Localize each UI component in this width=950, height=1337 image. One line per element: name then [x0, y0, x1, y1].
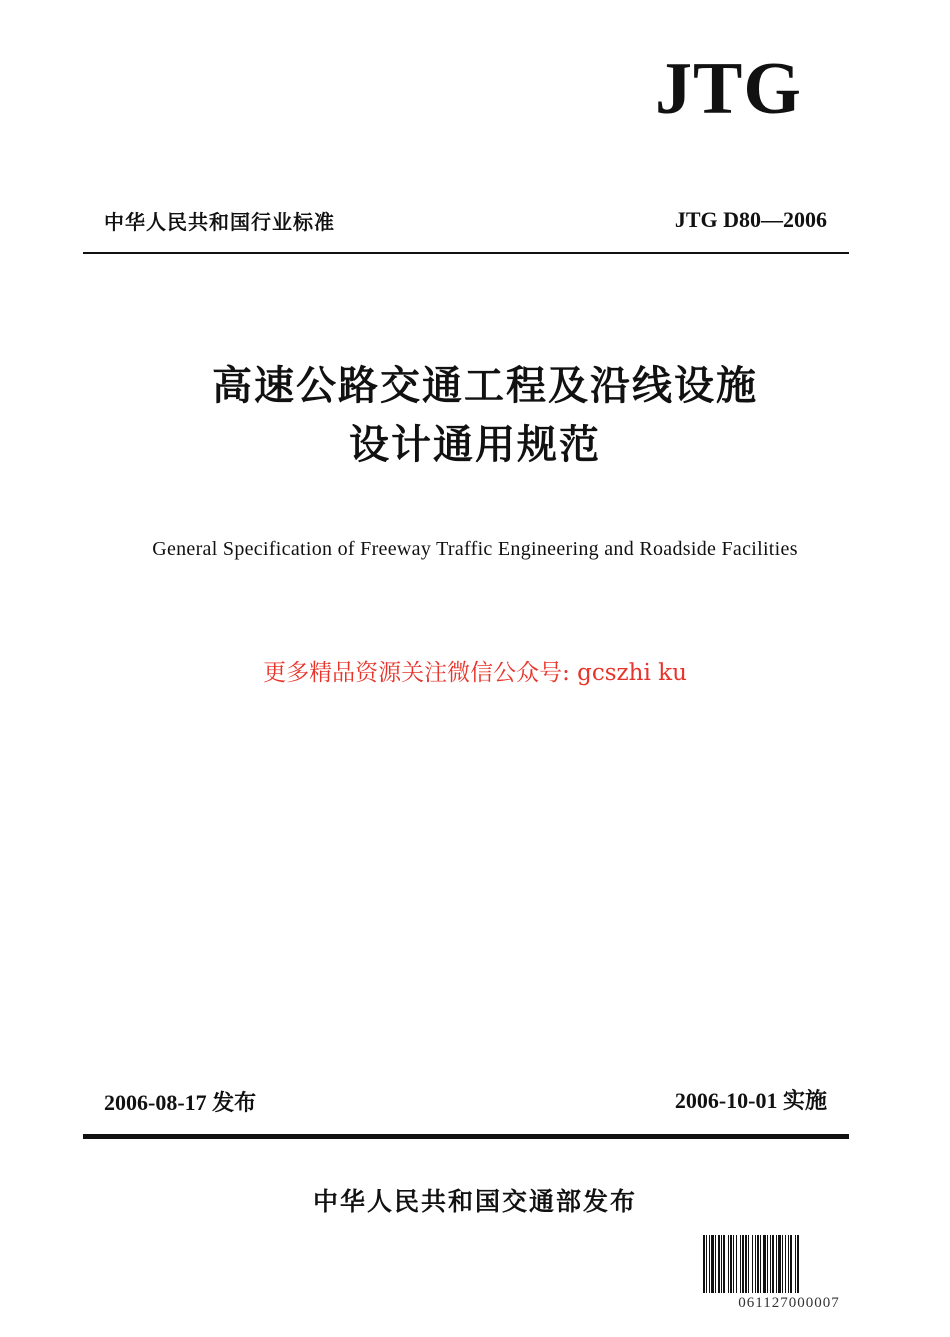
bottom-divider: [83, 1134, 849, 1139]
barcode-number: 061127000007: [738, 1295, 840, 1311]
watermark-notice: 更多精品资源关注微信公众号: gcszhi ku: [263, 660, 687, 686]
standard-number: JTG D80—2006: [674, 207, 827, 232]
series-code-logo: JTG: [655, 48, 802, 130]
standard-category: 中华人民共和国行业标准: [104, 210, 335, 234]
title-english: General Specification of Freeway Traffic Engineering and Roadside Facilities: [152, 538, 798, 560]
effective-date: 2006-10-01 实施: [674, 1088, 827, 1113]
title-chinese-line2: 设计通用规范: [349, 422, 601, 468]
top-divider: [83, 252, 849, 254]
issue-date: 2006-08-17 发布: [104, 1090, 257, 1115]
barcode-icon: [703, 1235, 875, 1293]
title-chinese-line1: 高速公路交通工程及沿线设施: [212, 363, 758, 409]
publisher: 中华人民共和国交通部发布: [312, 1187, 637, 1216]
